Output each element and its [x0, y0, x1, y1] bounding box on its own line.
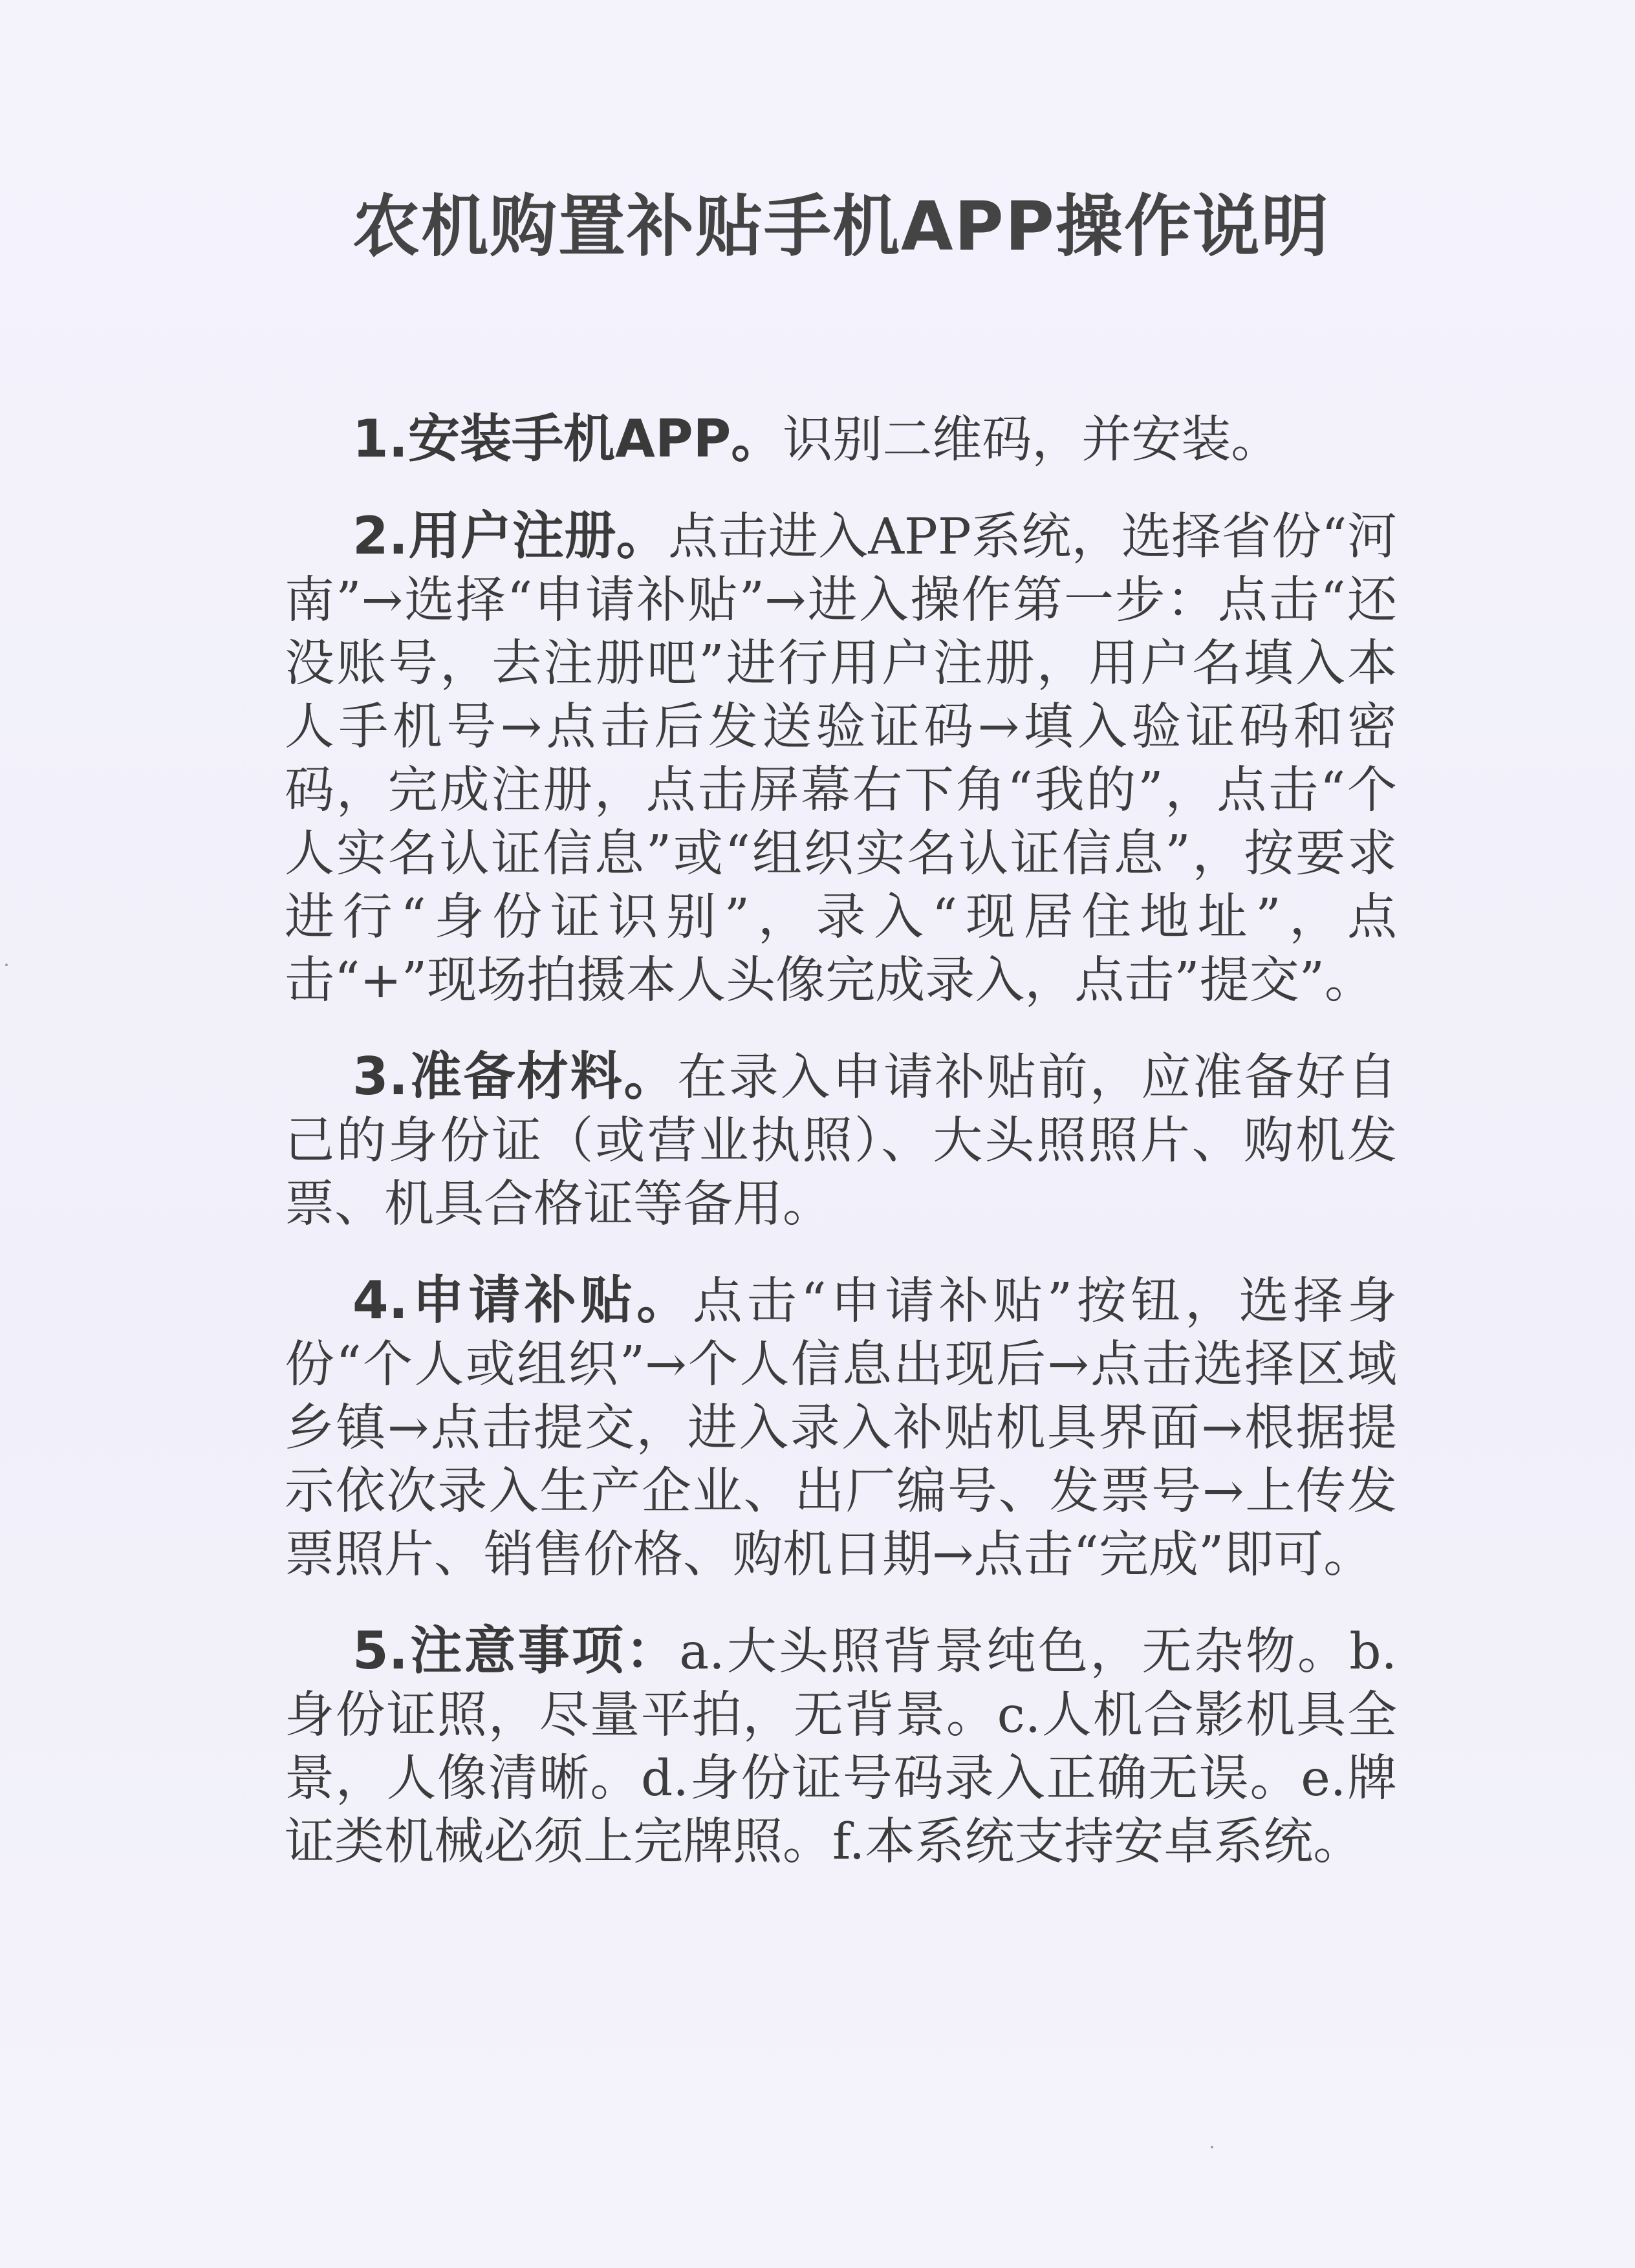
section-text: 识别二维码，并安装。 [783, 411, 1281, 469]
section-text: 点击“申请补贴”按钮，选择身份“个人或组织”→个人信息出现后→点击选择区域乡镇→点击提交，进入录入补贴机具界面→根据提示依次录入生产企业、出厂编号、发票号→上传发票照片、销售价格、购机日期→点击“完成”即可。 [285, 1273, 1398, 1584]
document-body [285, 407, 1397, 1906]
section-heading: 5.注意事项： [352, 1621, 680, 1681]
section-user-registration [285, 504, 1397, 1013]
section-heading: 4.申请补贴。 [352, 1270, 693, 1330]
section-install-app [285, 407, 1397, 472]
section-apply-subsidy [285, 1269, 1397, 1587]
section-text: 在录入申请补贴前，应准备好自己的身份证（或营业执照）、大头照照片、购机发票、机具合格证等备用。 [285, 1049, 1397, 1233]
section-heading: 3.准备材料。 [352, 1046, 678, 1107]
section-heading: 2.用户注册。 [352, 506, 669, 566]
section-text: a.大头照背景纯色，无杂物。b.身份证照，尽量平拍，无背景。c.人机合影机具全景，人像清晰。d.身份证号码录入正确无误。e.牌证类机械必须上完牌照。f.本系统支持安卓系统。 [285, 1623, 1397, 1871]
section-prepare-materials [285, 1045, 1397, 1237]
document-title: 农机购置补贴手机APP操作说明 [352, 187, 1330, 266]
scan-speck [5, 964, 8, 966]
section-text: 点击进入APP系统，选择省份“河南”→选择“申请补贴”→进入操作第一步：点击“还没账号，去注册吧”进行用户注册，用户名填入本人手机号→点击后发送验证码→填入验证码和密码，完成注册，点击屏幕右下角“我的”，点击“个人实名认证信息”或“组织实名认证信息”，按要求进行“身份证识别”，录入“现居住地址”，点击“+”现场拍摄本人头像完成录入，点击”提交”。 [285, 508, 1397, 1010]
section-notes [285, 1619, 1397, 1874]
section-heading: 1.安装手机APP。 [352, 409, 783, 469]
scan-speck [1211, 2146, 1213, 2148]
